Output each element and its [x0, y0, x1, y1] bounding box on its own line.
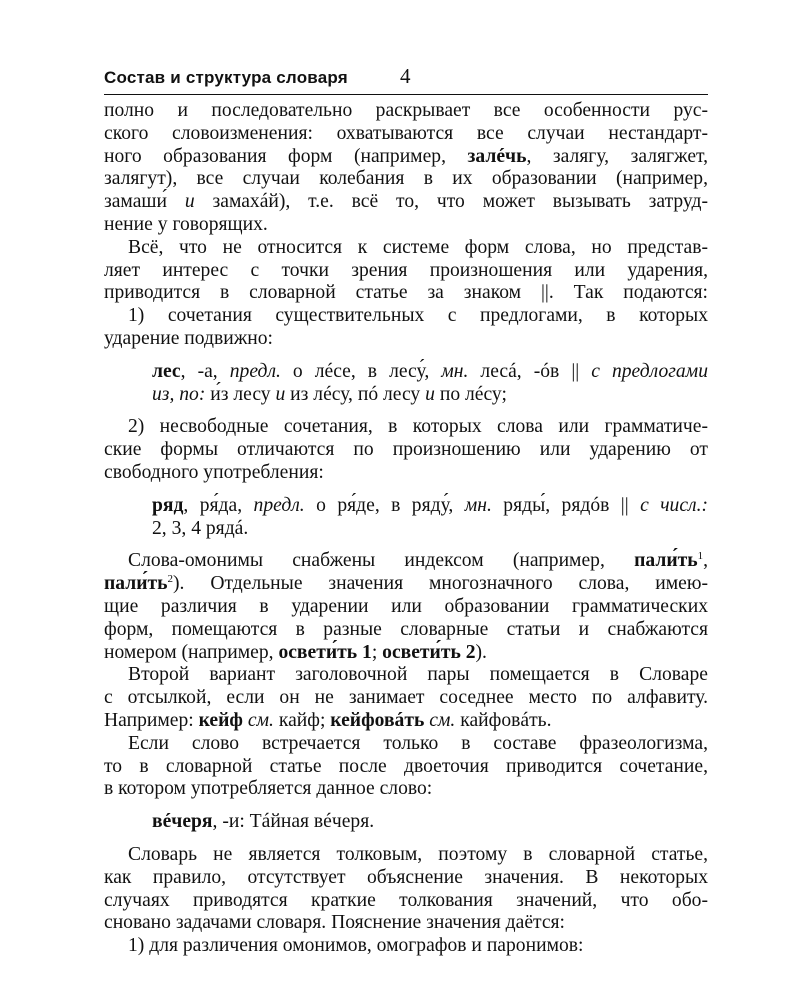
- running-header: [104, 64, 708, 92]
- text-line: $пали́ть^2$). Отдельные значения многозначного слова, имею-: [104, 573, 708, 595]
- text-line: свободного употребления:: [104, 461, 324, 483]
- text-line: случаях приводятся краткие толкования значений, что обо-: [104, 889, 708, 911]
- body-text: [104, 100, 708, 958]
- text-line: замаши́ и замахáй), т.е. всё то, что может вызывать затруд-: [104, 191, 708, 213]
- header-rule: [104, 94, 708, 95]
- example-line: вéчеря, -и: Тáйная вéчеря.: [152, 811, 375, 833]
- text-line: полно и последовательно раскрывает все особенности рус-: [104, 100, 708, 121]
- text-line: Если слово встречается только в составе фразеологизма,: [128, 732, 708, 754]
- text-line: как правило, отсутствует объяснение значения. В некоторых: [104, 866, 708, 888]
- text-line: сновано задачами словаря. Пояснение значения даётся:: [104, 912, 565, 934]
- text-line: Второй вариант заголовочной пары помещается в Словаре: [128, 664, 708, 686]
- text-line: то в словарной статье после двоеточия приводится сочетание,: [104, 755, 708, 777]
- text-line: 2) несвободные сочетания, в которых слова или грамматиче-: [128, 416, 708, 438]
- example-line: 2, 3, 4 рядá.: [152, 517, 249, 539]
- text-line: 1) для различения омонимов, омографов и паронимов:: [128, 935, 584, 957]
- text-line: Всё, что не относится к системе форм слова, но представ-: [128, 236, 708, 258]
- text-line: приводится в словарной статье за знаком ||. Так подаются:: [104, 282, 708, 304]
- text-line: форм, помещаются в разные словарные статьи и снабжаются: [104, 618, 708, 640]
- text-line: номером (например, освети́ть 1; освети́ть 2).: [104, 641, 487, 663]
- text-line: Например: кейф см. кайф; кейфовáть см. кайфовáть.: [104, 709, 552, 731]
- text-line: ударение подвижно:: [104, 327, 273, 349]
- section-title: Состав и структура словаря: [104, 68, 348, 87]
- example-line: из, по: и́з лесу и из лéсу, пó лесу и по лéсу;: [152, 383, 507, 405]
- page-number: 4: [400, 64, 411, 88]
- text-line: с отсылкой, если он не занимает соседнее место по алфавиту.: [104, 687, 708, 709]
- text-line: ляет интерес с точки зрения произношения или ударения,: [104, 259, 708, 281]
- text-line: залягут), все случаи колебания в их образовании (например,: [104, 168, 708, 190]
- example-line: лес, -а, предл. о лéсе, в лесу́, мн. лесá, -óв || с предлогами: [152, 360, 708, 382]
- text-line: щие различия в ударении или образовании грамматических: [104, 595, 708, 617]
- text-line: ского словоизменения: охватываются все случаи нестандарт-: [104, 122, 708, 144]
- text-line: Словарь не является толковым, поэтому в словарной статье,: [128, 843, 708, 865]
- text-line: ские формы отличаются по произношению или ударению от: [104, 439, 708, 461]
- text-line: ного образования форм (например, залéчь, залягу, залягжет,: [104, 145, 708, 167]
- text-line: в котором употребляется данное слово:: [104, 778, 433, 800]
- text-line: 1) сочетания существительных с предлогами, в которых: [128, 305, 708, 327]
- text-line: нение у говорящих.: [104, 213, 268, 235]
- example-line: ряд, ря́да, предл. о ря́де, в ряду́, мн. ряды́, рядóв || с числ.:: [152, 494, 709, 516]
- text-line: Слова-омонимы снабжены индексом (например, $пали́ть^1$,: [128, 550, 708, 572]
